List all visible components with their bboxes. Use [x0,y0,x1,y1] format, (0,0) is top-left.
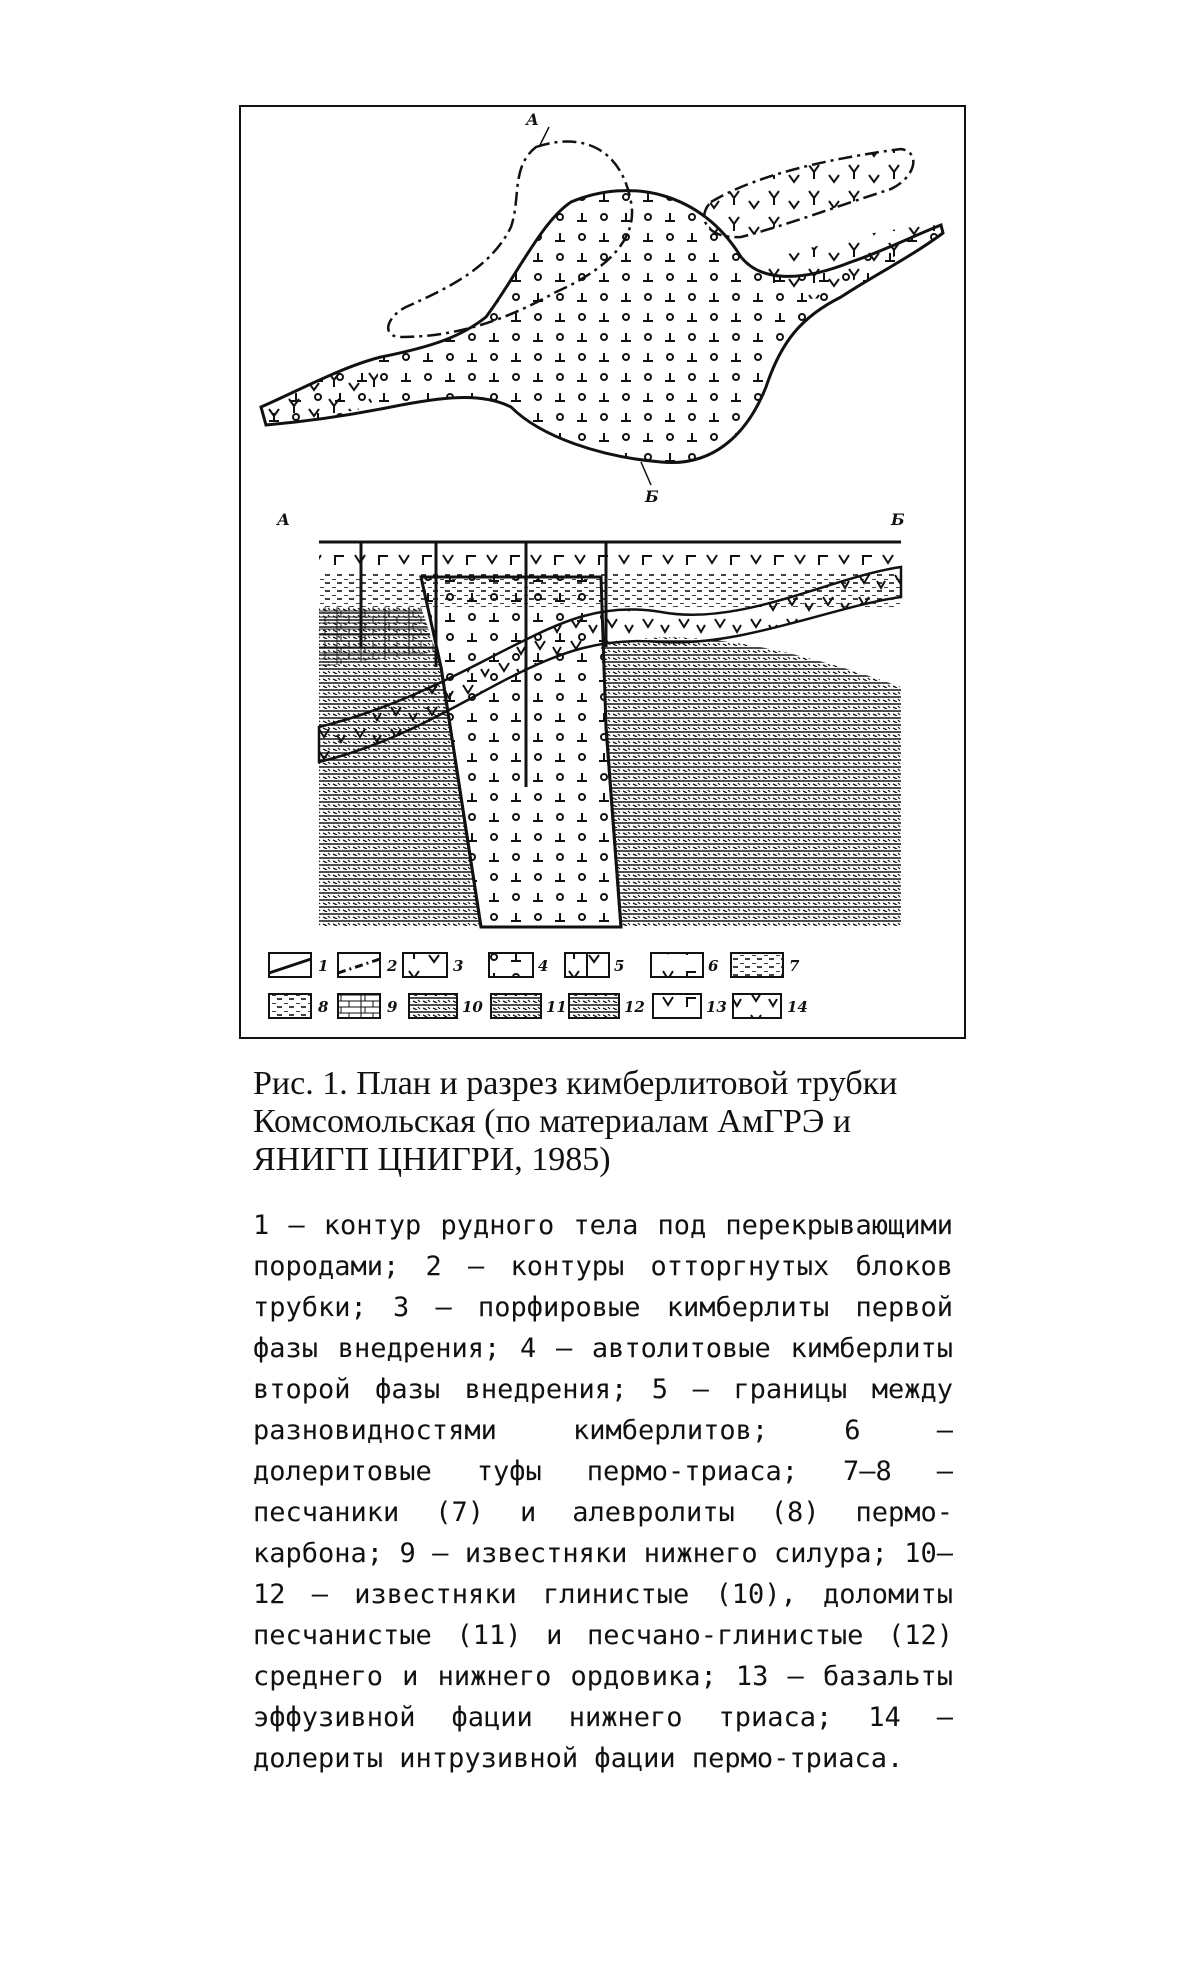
plan-label-b: Б [645,487,659,506]
legend-item-2 [338,953,397,977]
svg-text:1: 1 [318,957,329,975]
section-label-a: А [277,510,291,529]
svg-text:14: 14 [787,998,808,1016]
section-label-b: Б [891,510,905,529]
svg-text:9: 9 [387,998,398,1016]
svg-text:2: 2 [387,957,398,975]
plan-view [261,110,943,506]
geological-figure [239,105,966,1039]
plan-rejected-block-east [704,149,913,237]
plan-label-a: А [526,110,540,129]
legend-item-4 [489,953,548,977]
legend-item-11 [491,994,567,1018]
legend-item-8 [269,994,329,1018]
cross-section [276,510,905,927]
figure-caption: Рис. 1. План и разрез кимберлитовой трубки Комсомольская (по материалам АмГРЭ и ЯНИГП ЦНИГРИ, 1985) [253,1065,898,1178]
legend-item-7 [731,953,800,977]
svg-text:3: 3 [453,957,464,975]
legend-swatches [269,953,808,1018]
legend-item-14 [733,994,808,1018]
legend-item-1 [269,953,328,977]
plan-west-tail [261,362,378,425]
plan-label-b-leader [641,462,651,485]
legend-item-6 [651,953,719,977]
legend-description: 1 — контур рудного тела под перекрывающими породами; 2 — контуры отторгнутых блоков трубки; 3 — порфировые кимберлиты первой фазы внедрения; 4 — автолитовые кимберлиты второй фазы внедрения; 5 — границы между разновидностями кимберлитов; 6 — долеритовые туфы пермо-триаса; 7—8 — песчаники (7) и алевролиты (8) пермо-карбона; 9 — известняки нижнего силура; 10—12 — известняки глинистые (10), доломиты песчанистые (11) и песчано-глинистые (12) среднего и нижнего ордовика; 13 — базальты эффузивной фации нижнего триаса; 14 — долериты интрузивной фации пермо-триаса. [253,1210,953,1774]
section-right-strata [601,637,901,927]
svg-text:6: 6 [708,957,719,975]
svg-text:13: 13 [706,998,727,1016]
legend-item-12 [569,994,645,1018]
svg-text:12: 12 [624,998,645,1016]
svg-text:4: 4 [538,957,549,975]
svg-text:8: 8 [318,998,329,1016]
figure-drawing [241,107,966,1039]
svg-text:11: 11 [546,998,567,1016]
svg-text:7: 7 [789,957,800,975]
legend-item-5 [565,953,624,977]
legend-item-13 [653,994,727,1018]
svg-text:10: 10 [462,998,483,1016]
plan-kimberlite-body [261,191,943,463]
legend-item-3 [403,953,463,977]
legend-item-10 [409,994,483,1018]
section-tuff-layer [319,542,901,572]
svg-text:5: 5 [614,957,625,975]
legend-item-9 [338,994,398,1018]
